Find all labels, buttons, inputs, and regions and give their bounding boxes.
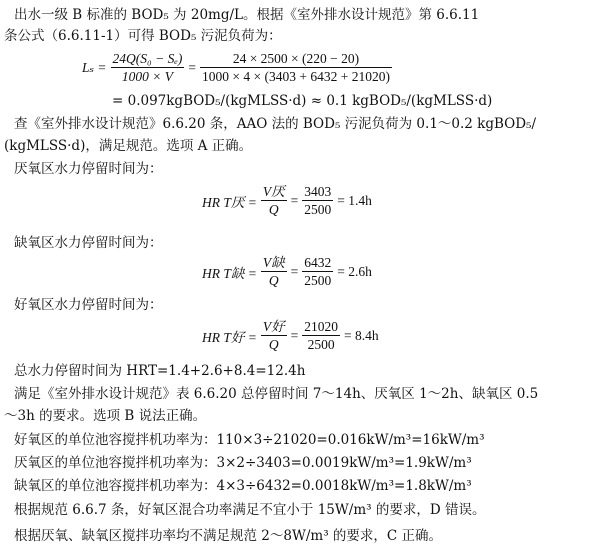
formula-ls-lhs: Lₛ = xyxy=(82,59,107,75)
formula-hrt-aerobic xyxy=(200,318,381,353)
formula-anoxic-fraction-1 xyxy=(261,254,287,289)
formula-anoxic-num2: 6432 xyxy=(304,255,332,270)
formula-ls-eq: = xyxy=(188,59,197,75)
formula-anaerobic-den1: Q xyxy=(268,202,279,217)
text-line-15: ～3h 的要求。选项 B 说法正确。 xyxy=(4,408,207,424)
text-line-14: 满足《室外排水设计规范》表 6.6.20 总停留时间 7～14h、厌氧区 1～2h、缺氧区 0.5 xyxy=(14,386,539,402)
formula-aerobic-fraction-1 xyxy=(261,318,287,353)
formula-anaerobic-lhs: HR T厌 = xyxy=(202,194,257,210)
text-line-7: 厌氧区水力停留时间为： xyxy=(14,161,163,177)
text-line-13: 总水力停留时间为 HRT=1.4+2.6+8.4=12.4h xyxy=(14,363,306,379)
formula-anoxic-num1: V缺 xyxy=(262,255,285,270)
text-line-6: (kgMLSS·d)，满足规范。选项 A 正确。 xyxy=(4,138,253,154)
formula-anaerobic-num1: V厌 xyxy=(262,184,285,199)
text-line-18: 缺氧区的单位池容搅拌机功率为：4×3÷6432=0.0018kW/m³=1.8kW/m³ xyxy=(14,478,472,494)
formula-anoxic-fraction-2 xyxy=(302,254,333,289)
formula-anoxic-eq: = xyxy=(290,263,299,279)
formula-anoxic-lhs: HR T缺 = xyxy=(202,265,257,281)
text-line-1: 出水一级 B 标准的 BOD₅ 为 20mg/L。根据《室外排水设计规范》第 6.6.11 xyxy=(14,7,480,23)
text-line-17: 厌氧区的单位池容搅拌机功率为：3×2÷3403=0.0019kW/m³=1.9kW/m³ xyxy=(14,455,472,471)
formula-ls-den1: 1000 × V xyxy=(121,69,174,84)
formula-anaerobic-den2: 2500 xyxy=(304,202,332,217)
formula-aerobic-den2: 2500 xyxy=(307,337,335,352)
formula-anoxic-result: = 2.6h xyxy=(337,263,372,279)
formula-anaerobic-fraction-2 xyxy=(302,183,333,218)
text-line-2: 条公式（6.6.11-1）可得 BOD₅ 污泥负荷为： xyxy=(4,28,282,44)
text-line-result: = 0.097kgBOD₅/(kgMLSS·d) ≈ 0.1 kgBOD₅/(kgMLSS·d) xyxy=(112,93,493,109)
formula-aerobic-num1: V好 xyxy=(262,319,285,334)
text-line-9: 缺氧区水力停留时间为： xyxy=(14,235,163,251)
text-line-16: 好氧区的单位池容搅拌机功率为：110×3÷21020=0.016kW/m³=16kW/m³ xyxy=(14,432,485,448)
formula-anaerobic-eq: = xyxy=(290,192,299,208)
formula-ls-fraction-1 xyxy=(111,50,185,85)
text-line-5: 查《室外排水设计规范》6.6.20 条，AAO 法的 BOD₅ 污泥负荷为 0.1～0.2 kgBOD₅/ xyxy=(14,116,537,132)
formula-ls-num1: 24Q(S₀ − Sₑ) xyxy=(112,51,183,66)
formula-ls-den2: 1000 × 4 × (3403 + 6432 + 21020) xyxy=(202,69,390,84)
formula-ls-num2: 24 × 2500 × (220 − 20) xyxy=(200,50,392,68)
formula-anoxic-den1: Q xyxy=(268,273,279,288)
formula-aerobic-result: = 8.4h xyxy=(344,327,379,343)
formula-aerobic-den1: Q xyxy=(268,337,279,352)
text-line-20: 根据厌氧、缺氧区搅拌功率均不满足规范 2～8W/m³ 的要求，C 正确。 xyxy=(14,528,443,544)
formula-anaerobic-num2: 3403 xyxy=(304,184,332,199)
formula-anaerobic-result: = 1.4h xyxy=(337,192,372,208)
formula-aerobic-eq: = xyxy=(290,327,299,343)
formula-hrt-anaerobic xyxy=(200,183,374,218)
formula-aerobic-fraction-2 xyxy=(302,318,340,353)
formula-hrt-anoxic xyxy=(200,254,374,289)
text-line-11: 好氧区水力停留时间为： xyxy=(14,297,163,313)
text-line-19: 根据规范 6.6.7 条，好氧区混合功率满足不宜小于 15W/m³ 的要求，D 错误。 xyxy=(14,502,486,518)
formula-sludge-load xyxy=(80,50,394,85)
formula-ls-fraction-2 xyxy=(200,50,392,85)
formula-aerobic-lhs: HR T好 = xyxy=(202,329,257,345)
formula-aerobic-num2: 21020 xyxy=(304,319,338,334)
formula-anoxic-den2: 2500 xyxy=(304,273,332,288)
formula-anaerobic-fraction-1 xyxy=(261,183,287,218)
